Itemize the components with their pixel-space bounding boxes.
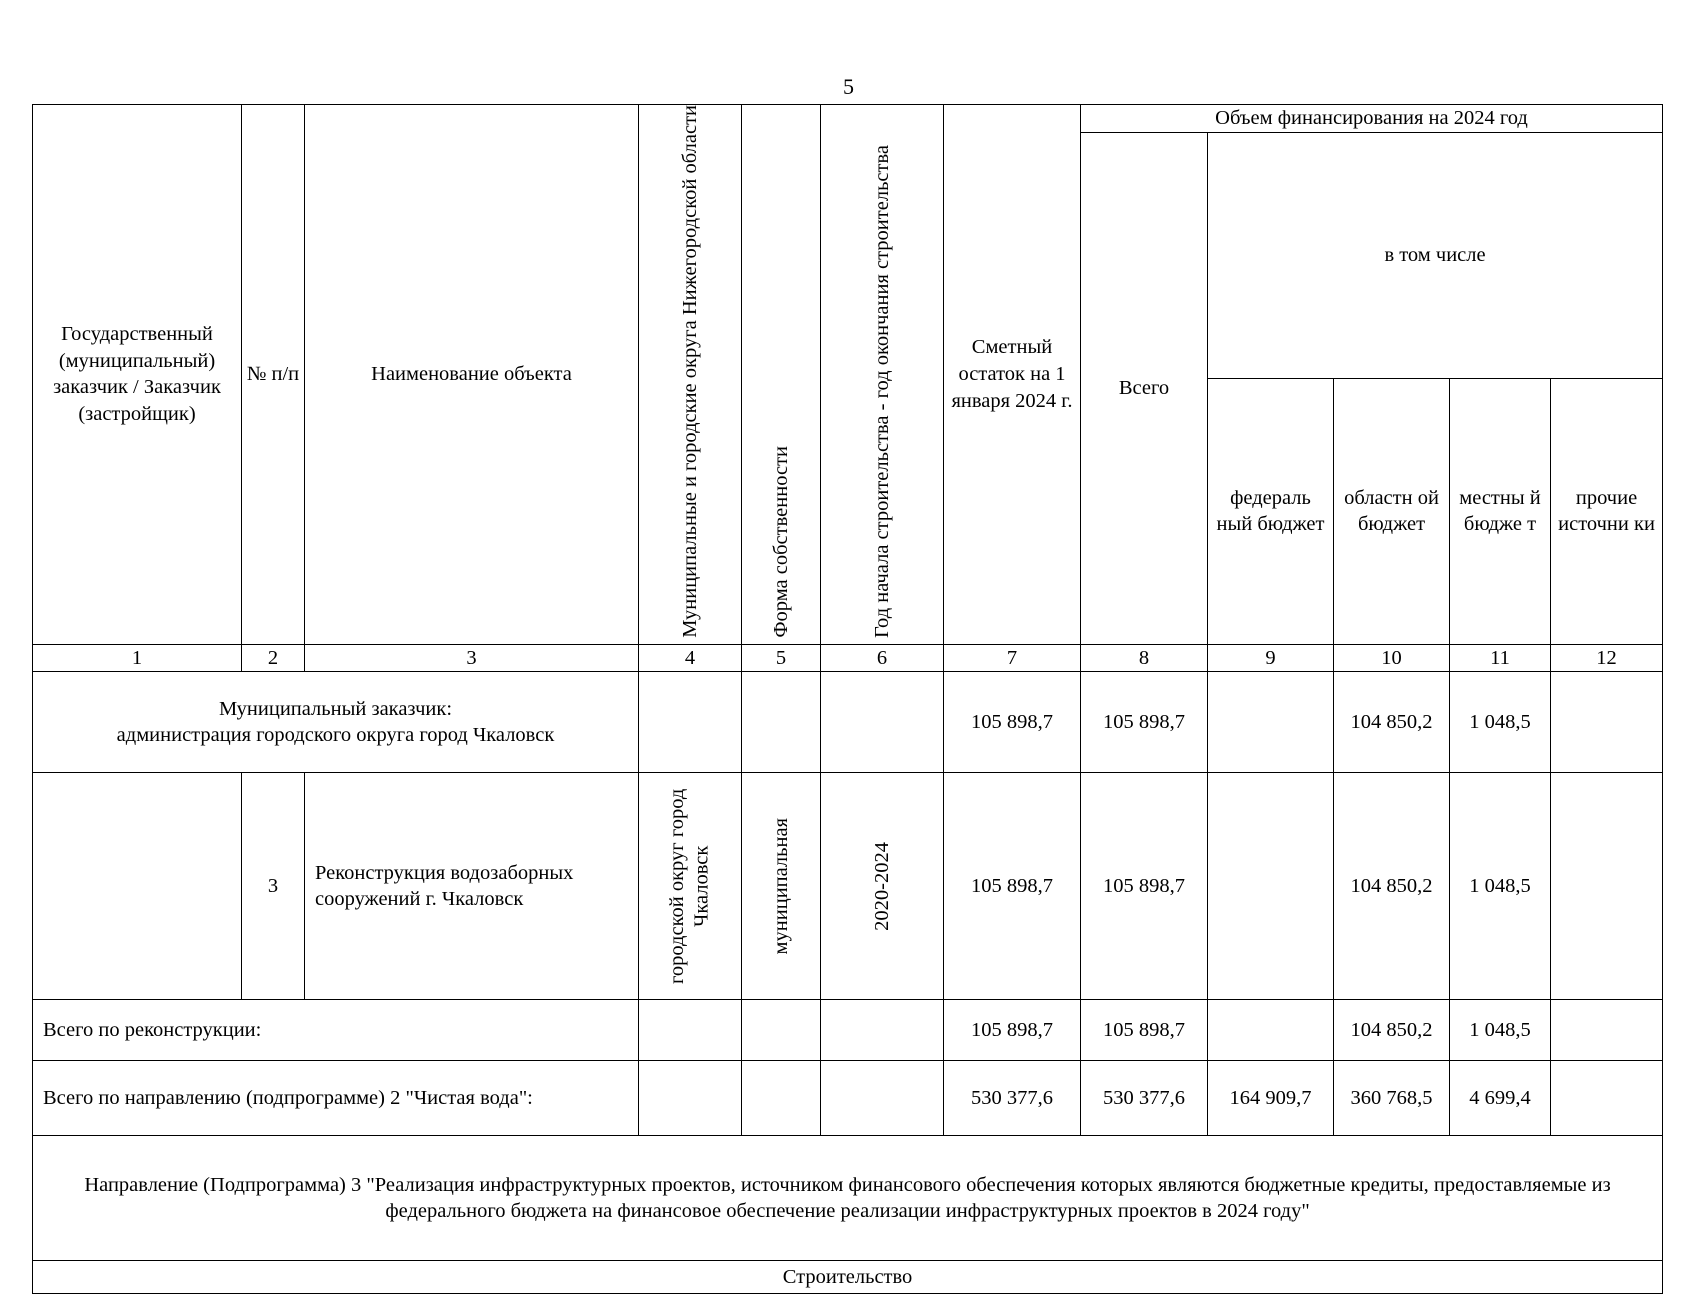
- header-municipalities: [639, 105, 742, 645]
- column-number: 9: [1208, 644, 1334, 672]
- column-number: 7: [944, 644, 1081, 672]
- cell-ownership-text: муниципальная: [769, 818, 792, 955]
- direction-total-row: [33, 1061, 1663, 1136]
- cell-other: [1551, 1061, 1663, 1136]
- cell-municipality: [639, 773, 742, 1000]
- cell-total: 530 377,6: [1081, 1061, 1208, 1136]
- cell-empty: [33, 773, 242, 1000]
- column-number: 6: [821, 644, 944, 672]
- cell-empty: [742, 1000, 821, 1061]
- cell-empty: [821, 1000, 944, 1061]
- header-financing: Объем финансирования на 2024 год: [1081, 105, 1663, 133]
- direction3-title: Направление (Подпрограмма) 3 "Реализация инфраструктурных проектов, источником финансового обеспечения которых являются бюджетные кредиты, предоставляемые из федерального бюджета на финансовое обеспечение реализации инфраструктурных проектов в 2024 году": [33, 1136, 1663, 1261]
- header-other: прочие источни ки: [1551, 378, 1663, 644]
- cell-total: 105 898,7: [1081, 672, 1208, 773]
- financing-table: [32, 104, 1663, 1294]
- cell-other: [1551, 773, 1663, 1000]
- customer-label-line2: администрация городского округа город Чкаловск: [116, 724, 555, 747]
- header-years: [821, 105, 944, 645]
- header-no: № п/п: [242, 105, 305, 645]
- page-number: 5: [843, 74, 854, 99]
- header-ownership-text: Форма собственности: [769, 446, 792, 638]
- cell-local: 1 048,5: [1450, 672, 1551, 773]
- header-regional: областн ой бюджет: [1334, 378, 1450, 644]
- column-number: 3: [305, 644, 639, 672]
- column-number: 4: [639, 644, 742, 672]
- column-number: 5: [742, 644, 821, 672]
- header-years-text: Год начала строительства - год окончания строительства: [870, 144, 893, 638]
- column-number: 11: [1450, 644, 1551, 672]
- column-number: 10: [1334, 644, 1450, 672]
- cell-empty: [639, 1000, 742, 1061]
- header-including: в том числе: [1208, 133, 1663, 379]
- direction3-row: [33, 1136, 1663, 1261]
- header-local: местны й бюдже т: [1450, 378, 1551, 644]
- reconstruction-total-row: [33, 1000, 1663, 1061]
- column-numbers-row: [33, 644, 1663, 672]
- cell-empty: [821, 1061, 944, 1136]
- customer-label-line1: Муниципальный заказчик:: [218, 697, 453, 720]
- cell-municipality-text: городской округ город Чкаловск: [666, 788, 713, 984]
- cell-other: [1551, 672, 1663, 773]
- cell-other: [1551, 1000, 1663, 1061]
- cell-object-name: Реконструкция водозаборных сооружений г. Чкаловск: [305, 773, 639, 1000]
- column-number: 8: [1081, 644, 1208, 672]
- header-object-name: Наименование объекта: [305, 105, 639, 645]
- cell-estimate: 105 898,7: [944, 1000, 1081, 1061]
- cell-ownership: [742, 773, 821, 1000]
- cell-years-text: 2020-2024: [870, 841, 893, 931]
- column-number: 1: [33, 644, 242, 672]
- cell-federal: [1208, 1000, 1334, 1061]
- header-estimate: Сметный остаток на 1 января 2024 г.: [944, 105, 1081, 645]
- cell-empty: [639, 672, 742, 773]
- cell-regional: 104 850,2: [1334, 672, 1450, 773]
- cell-years: [821, 773, 944, 1000]
- cell-regional: 360 768,5: [1334, 1061, 1450, 1136]
- construction-row: [33, 1261, 1663, 1294]
- reconstruction-total-label: Всего по реконструкции:: [33, 1000, 639, 1061]
- cell-federal: [1208, 672, 1334, 773]
- cell-regional: 104 850,2: [1334, 1000, 1450, 1061]
- column-number: 12: [1551, 644, 1663, 672]
- customer-label: [33, 672, 639, 773]
- cell-empty: [821, 672, 944, 773]
- cell-total: 105 898,7: [1081, 1000, 1208, 1061]
- customer-row: [33, 672, 1663, 773]
- cell-local: 1 048,5: [1450, 1000, 1551, 1061]
- cell-federal: [1208, 773, 1334, 1000]
- cell-no: 3: [242, 773, 305, 1000]
- header-total: Всего: [1081, 133, 1208, 645]
- cell-empty: [742, 672, 821, 773]
- cell-federal: 164 909,7: [1208, 1061, 1334, 1136]
- direction-total-label: Всего по направлению (подпрограмме) 2 "Чистая вода":: [33, 1061, 639, 1136]
- header-ownership: [742, 105, 821, 645]
- cell-estimate: 530 377,6: [944, 1061, 1081, 1136]
- column-number: 2: [242, 644, 305, 672]
- header-federal: федераль ный бюджет: [1208, 378, 1334, 644]
- cell-local: 4 699,4: [1450, 1061, 1551, 1136]
- header-municipalities-text: Муниципальные и городские округа Нижегородской области: [678, 105, 701, 638]
- cell-local: 1 048,5: [1450, 773, 1551, 1000]
- cell-estimate: 105 898,7: [944, 672, 1081, 773]
- cell-empty: [639, 1061, 742, 1136]
- cell-total: 105 898,7: [1081, 773, 1208, 1000]
- cell-regional: 104 850,2: [1334, 773, 1450, 1000]
- header-customer: Государственный (муниципальный) заказчик / Заказчик (застройщик): [33, 105, 242, 645]
- construction-heading: Строительство: [33, 1261, 1663, 1294]
- cell-empty: [742, 1061, 821, 1136]
- object-row: [33, 773, 1663, 1000]
- cell-estimate: 105 898,7: [944, 773, 1081, 1000]
